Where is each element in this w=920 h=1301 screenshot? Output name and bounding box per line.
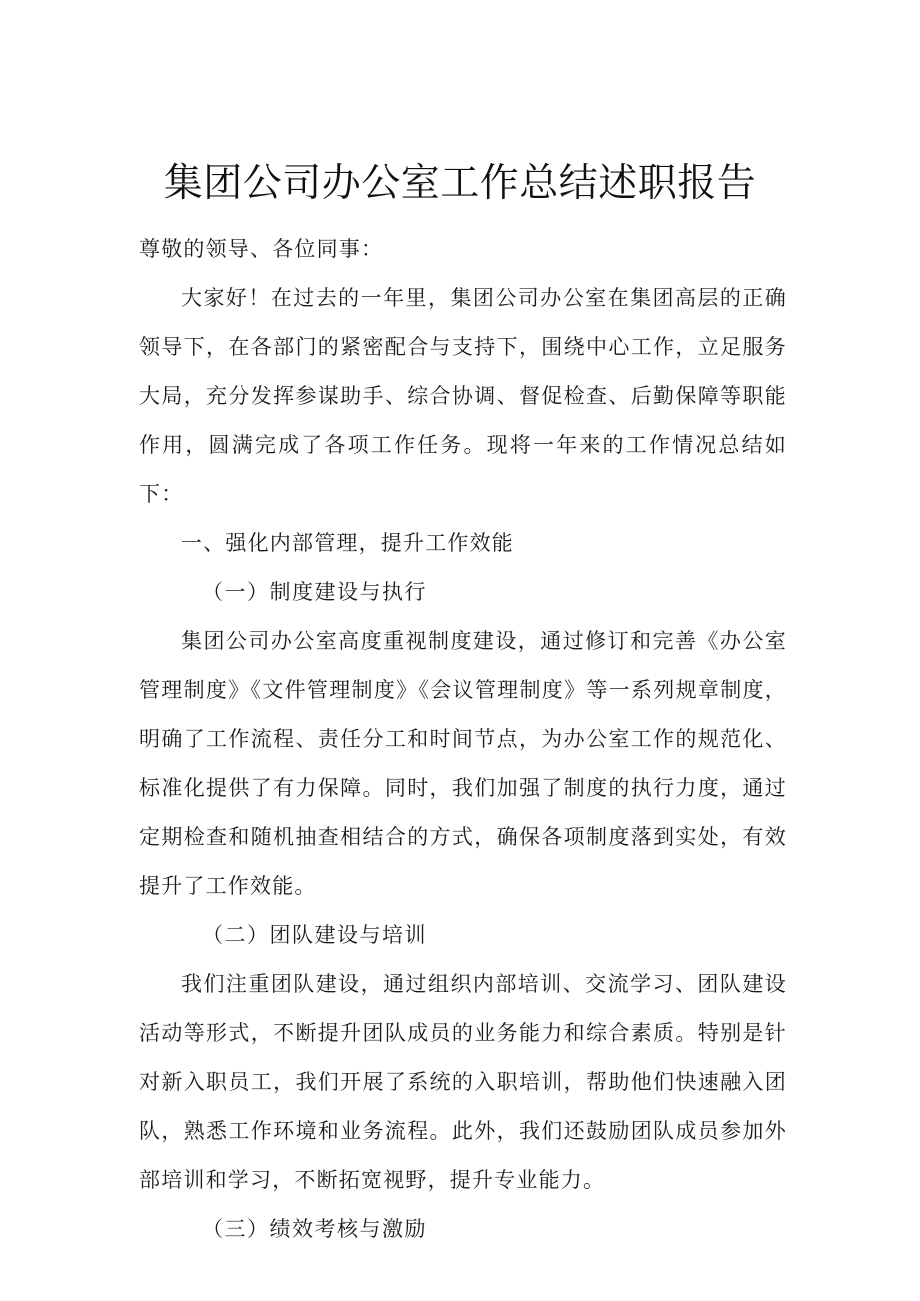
subsection-paragraph-1: 集团公司办公室高度重视制度建设，通过修订和完善《办公室管理制度》《文件管理制度》《会议管理制度》等一系列规章制度，明确了工作流程、责任分工和时间节点，为办公室工作的规范化、标准化提供了有力保障。同时，我们加强了制度的执行力度，通过定期检查和随机抽查相结合的方式，确保各项制度落到实处，有效提升了工作效能。 <box>139 629 787 898</box>
salutation: 尊敬的领导、各位同事： <box>139 237 384 261</box>
subsection-heading-2: （二）团队建设与培训 <box>202 923 427 947</box>
subsection-heading-1: （一）制度建设与执行 <box>202 580 427 604</box>
document-body <box>139 225 787 1254</box>
intro-paragraph: 大家好！在过去的一年里，集团公司办公室在集团高层的正确领导下，在各部门的紧密配合与支持下，围绕中心工作，立足服务大局，充分发挥参谋助手、综合协调、督促检查、后勤保障等职能作用，圆满完成了各项工作任务。现将一年来的工作情况总结如下： <box>139 286 787 506</box>
subsection-paragraph-2: 我们注重团队建设，通过组织内部培训、交流学习、团队建设活动等形式，不断提升团队成员的业务能力和综合素质。特别是针对新入职员工，我们开展了系统的入职培训，帮助他们快速融入团队，熟悉工作环境和业务流程。此外，我们还鼓励团队成员参加外部培训和学习，不断拓宽视野，提升专业能力。 <box>139 972 787 1192</box>
section-heading-1: 一、强化内部管理，提升工作效能 <box>181 531 514 555</box>
document-title: 集团公司办公室工作总结述职报告 <box>163 161 757 206</box>
subsection-heading-3: （三）绩效考核与激励 <box>202 1217 427 1241</box>
